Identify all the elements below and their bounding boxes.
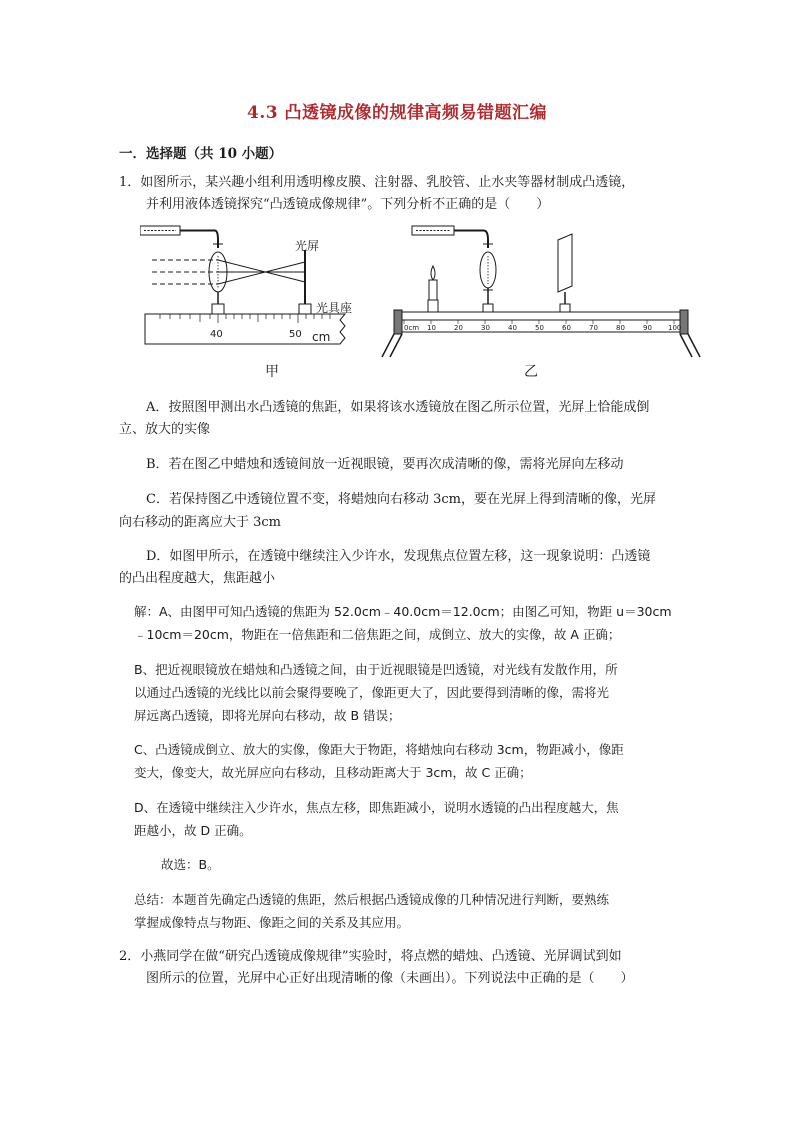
holder-label: 光具座 xyxy=(316,301,353,315)
lens-experiment-diagram xyxy=(140,220,710,385)
option-d-line1: D．如图甲所示，在透镜中继续注入少许水，发现焦点位置左移，这一现象说明：凸透镜 xyxy=(146,549,651,564)
svg-text:30: 30 xyxy=(481,324,490,332)
svg-text:10: 10 xyxy=(427,324,436,332)
svg-text:100: 100 xyxy=(668,324,682,332)
svg-text:60: 60 xyxy=(562,324,571,332)
option-c-line1: C．若保持图乙中透镜位置不变，将蜡烛向右移动 3cm，要在光屏上得到清晰的像，光屏 xyxy=(146,492,656,507)
svg-text:40: 40 xyxy=(508,324,517,332)
solution-choice: 故选：B。 xyxy=(161,857,220,872)
figure-yi xyxy=(382,226,700,357)
summary-line2: 掌握成像特点与物距、像距之间的关系及其应用。 xyxy=(134,915,410,930)
page-title: 4.3 凸透镜成像的规律高频易错题汇编 xyxy=(247,103,547,123)
option-a-line2: 立、放大的实像 xyxy=(119,422,211,437)
svg-text:50: 50 xyxy=(535,324,544,332)
option-c-line2: 向右移动的距离应大于 3cm xyxy=(119,515,282,530)
question-1-figure xyxy=(140,220,710,385)
summary-line1: 总结：本题首先确定凸透镜的焦距，然后根据凸透镜成像的几种情况进行判断，要熟练 xyxy=(134,892,610,907)
svg-text:70: 70 xyxy=(589,324,598,332)
screen-label: 光屏 xyxy=(295,239,320,253)
solution-c-line1: C、凸透镜成倒立、放大的实像，像距大于物距，将蜡烛向右移动 3cm，物距减小，像距 xyxy=(134,742,624,757)
solution-a-line2: ﹣10cm＝20cm，物距在一倍焦距和二倍焦距之间，成倒立、放大的实像，故 A 正确； xyxy=(134,627,621,642)
svg-text:80: 80 xyxy=(616,324,625,332)
question-1-stem-line1: 1．如图所示，某兴趣小组利用透明橡皮膜、注射器、乳胶管、止水夹等器材制成凸透镜， xyxy=(119,175,635,190)
solution-b-line3: 屏远离凸透镜，即将光屏向右移动，故 B 错误； xyxy=(134,708,401,723)
solution-a-line1: 解：A、由图甲可知凸透镜的焦距为 52.0cm﹣40.0cm＝12.0cm；由图乙可知，物距 u＝30cm xyxy=(134,604,672,619)
question-2-stem-line2: 图所示的位置，光屏中心正好出现清晰的像（未画出）。下列说法中正确的是（ ） xyxy=(146,971,634,986)
solution-d-line1: D、在透镜中继续注入少许水，焦点左移，即焦距减小，说明水透镜的凸出程度越大，焦 xyxy=(134,800,619,815)
question-1-stem-line2: 并利用液体透镜探究“凸透镜成像规律”。下列分析不正确的是（ ） xyxy=(146,197,550,212)
section-heading: 一．选择题（共 10 小题） xyxy=(119,146,283,162)
option-b: B．若在图乙中蜡烛和透镜间放一近视眼镜，要再次成清晰的像，需将光屏向左移动 xyxy=(146,457,624,472)
option-a-line1: A．按照图甲测出水凸透镜的焦距，如果将该水透镜放在图乙所示位置，光屏上恰能成倒 xyxy=(146,400,650,415)
svg-text:0cm: 0cm xyxy=(404,324,420,332)
svg-text:90: 90 xyxy=(643,324,652,332)
solution-c-line2: 变大，像变大，故光屏应向右移动，且移动距离大于 3cm，故 C 正确； xyxy=(134,765,532,780)
ruler-unit-cm: cm xyxy=(312,330,331,344)
ruler-tick-50: 50 xyxy=(289,329,302,340)
figure-yi-caption: 乙 xyxy=(524,364,538,380)
option-d-line2: 的凸出程度越大，焦距越小 xyxy=(119,571,276,586)
figure-jia-caption: 甲 xyxy=(265,364,279,380)
solution-d-line2: 距越小，故 D 正确。 xyxy=(134,823,252,838)
ruler-tick-40: 40 xyxy=(210,329,223,340)
question-2-stem-line1: 2．小燕同学在做“研究凸透镜成像规律”实验时，将点燃的蜡烛、凸透镜、光屏调试到如 xyxy=(119,949,622,964)
solution-b-line2: 以通过凸透镜的光线比以前会聚得要晚了，像距更大了，因此要得到清晰的像，需将光 xyxy=(134,685,610,700)
solution-b-line1: B、把近视眼镜放在蜡烛和凸透镜之间，由于近视眼镜是凹透镜，对光线有发散作用，所 xyxy=(134,662,618,677)
svg-text:20: 20 xyxy=(454,324,463,332)
